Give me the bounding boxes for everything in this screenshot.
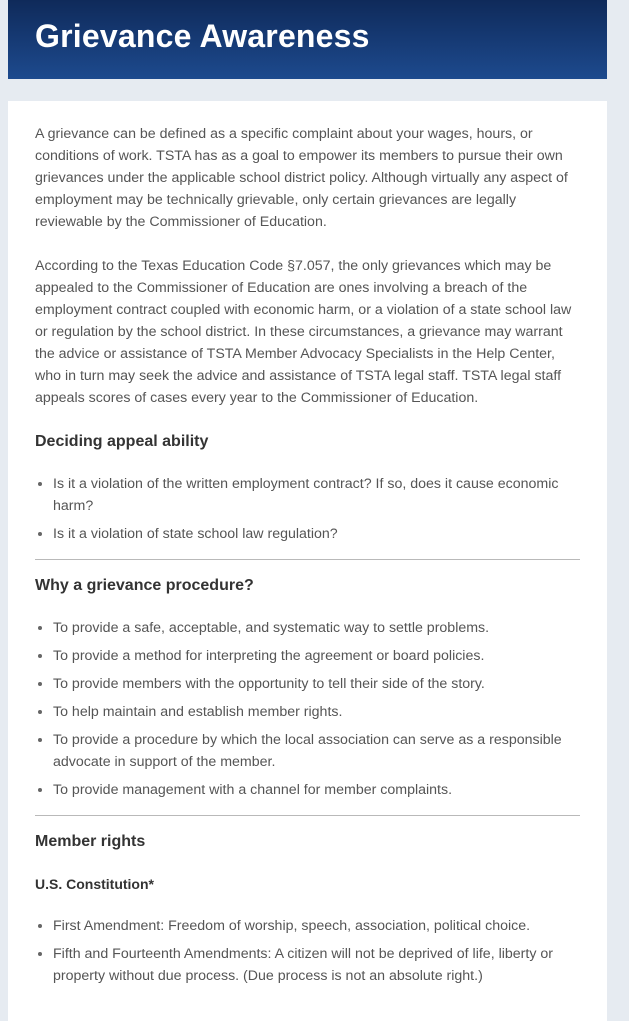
page-header xyxy=(8,0,607,79)
list-item: • To provide management with a channel for member complaints. xyxy=(53,779,580,801)
rights-heading: Member rights xyxy=(35,833,146,850)
rights-list xyxy=(35,915,580,987)
constitution-subheading: U.S. Constitution* xyxy=(35,876,154,892)
list-item: • Is it a violation of state school law regulation? xyxy=(53,523,580,545)
list-item: • To provide a method for interpreting the agreement or board policies. xyxy=(53,645,580,667)
list-item: • To provide members with the opportunity to tell their side of the story. xyxy=(53,673,580,695)
page-title: Grievance Awareness xyxy=(35,18,370,54)
section-divider xyxy=(35,815,580,816)
list-item: • To help maintain and establish member rights. xyxy=(53,701,580,723)
intro-paragraph-1: A grievance can be defined as a specific complaint about your wages, hours, or conditions of work. TSTA has as a goal to empower its members to pursue their own grievances under the applicable school district policy. Although virtually any aspect of employment may be technically grievable, only certain grievances are legally reviewable by the Commissioner of Education. xyxy=(35,126,568,230)
list-item: • To provide a safe, acceptable, and systematic way to settle problems. xyxy=(53,617,580,639)
list-item: • Fifth and Fourteenth Amendments: A citizen will not be deprived of life, liberty or property without due process. (Due process is not an absolute right.) xyxy=(53,943,580,987)
procedure-heading: Why a grievance procedure? xyxy=(35,577,254,594)
list-item: • First Amendment: Freedom of worship, speech, association, political choice. xyxy=(53,915,580,937)
appeal-list xyxy=(35,473,580,545)
list-item: • To provide a procedure by which the local association can serve as a responsible advocate in support of the member. xyxy=(53,729,580,773)
section-divider xyxy=(35,559,580,560)
procedure-list xyxy=(35,617,580,801)
list-item: • Is it a violation of the written employment contract? If so, does it cause economic harm? xyxy=(53,473,580,517)
intro-paragraph-2: According to the Texas Education Code §7.057, the only grievances which may be appealed to the Commissioner of Education are ones involving a breach of the employment contract coupled with economic harm, or a violation of a state school law or regulation by the school district. In these circumstances, a grievance may warrant the advice or assistance of TSTA Member Advocacy Specialists in the Help Center, who in turn may seek the advice and assistance of TSTA legal staff. TSTA legal staff appeals scores of cases every year to the Commissioner of Education. xyxy=(35,258,572,406)
article-content xyxy=(8,101,607,1021)
appeal-heading: Deciding appeal ability xyxy=(35,433,209,450)
